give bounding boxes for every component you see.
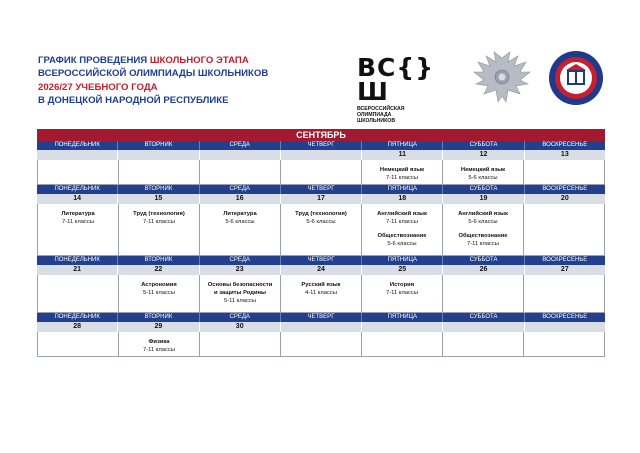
day-cell: [119, 204, 200, 256]
date-number: 30: [200, 322, 281, 332]
weekday-header-row: [37, 185, 605, 194]
day-cell: [119, 275, 200, 313]
subject-name: История: [389, 282, 415, 288]
grade-range: 5-11 классы: [143, 290, 175, 296]
subject-name: Английский язык: [458, 211, 508, 217]
subject-name: Труд (технология): [295, 211, 347, 217]
weekday-label: СУББОТА: [443, 313, 524, 322]
eagle-emblem-icon: [472, 50, 532, 106]
grade-range: 5-6 классы: [468, 175, 498, 181]
date-number: 17: [281, 194, 362, 204]
grade-range: 5-6 классы: [306, 219, 336, 225]
title-highlight: ШКОЛЬНОГО ЭТАПА: [149, 55, 249, 66]
date-number: 14: [37, 194, 118, 204]
date-number: 29: [118, 322, 199, 332]
event-cell-row: [37, 332, 605, 357]
vsosh-sub-line: ВСЕРОССИЙСКАЯ: [357, 106, 405, 112]
subject-name: Литература: [223, 211, 257, 217]
day-cell: [362, 275, 443, 313]
grade-range: 7-11 классы: [386, 219, 418, 225]
day-cell: [200, 275, 281, 313]
grade-range: 4-11 классы: [305, 290, 337, 296]
grade-range: 7-11 классы: [62, 219, 94, 225]
date-number-row: [37, 194, 605, 204]
weekday-label: ВОСКРЕСЕНЬЕ: [525, 185, 605, 194]
day-cell: [524, 160, 605, 185]
day-cell: [38, 275, 119, 313]
weekday-label: ВТОРНИК: [118, 185, 199, 194]
date-number: [118, 150, 199, 160]
day-cell: [443, 204, 524, 256]
date-number: 15: [118, 194, 199, 204]
day-cell: [362, 332, 443, 357]
day-cell: [200, 160, 281, 185]
date-number: [443, 322, 524, 332]
weekday-label: ПОНЕДЕЛЬНИК: [37, 313, 118, 322]
vsosh-logo: [357, 53, 457, 124]
weekday-label: ВТОРНИК: [118, 256, 199, 265]
weekday-label: ПЯТНИЦА: [362, 141, 443, 150]
day-cell: [524, 204, 605, 256]
date-number: 12: [443, 150, 524, 160]
weekday-header-row: [37, 313, 605, 322]
date-number: 25: [362, 265, 443, 275]
weekday-label: ВТОРНИК: [118, 313, 199, 322]
day-cell: [524, 332, 605, 357]
subject-name: Основы безопасности: [207, 282, 273, 288]
day-cell: [38, 160, 119, 185]
weekday-label: ВОСКРЕСЕНЬЕ: [525, 256, 605, 265]
date-number: 23: [200, 265, 281, 275]
date-number: 11: [362, 150, 443, 160]
day-cell: [281, 204, 362, 256]
title-line-4: В ДОНЕЦКОЙ НАРОДНОЙ РЕСПУБЛИКЕ: [38, 95, 229, 107]
day-cell: [443, 275, 524, 313]
date-number: 19: [443, 194, 524, 204]
subject-name: Литература: [61, 211, 95, 217]
weekday-label: ЧЕТВЕРГ: [281, 185, 362, 194]
day-cell: [200, 332, 281, 357]
weekday-label: СРЕДА: [200, 256, 281, 265]
date-number-row: [37, 150, 605, 160]
day-cell: [200, 204, 281, 256]
grade-range: 5-11 классы: [224, 298, 256, 304]
event-cell-row: [37, 275, 605, 313]
grade-range: 7-11 классы: [467, 241, 499, 247]
subject-name: Физика: [148, 339, 170, 345]
weekday-label: ВТОРНИК: [118, 141, 199, 150]
day-cell: [38, 204, 119, 256]
day-cell: [38, 332, 119, 357]
weekday-label: СУББОТА: [443, 185, 524, 194]
weekday-header-row: [37, 256, 605, 265]
weeks-container: [37, 141, 605, 357]
weekday-label: СУББОТА: [443, 256, 524, 265]
calendar-grid: [37, 129, 605, 357]
grade-range: 5-6 классы: [225, 219, 255, 225]
weekday-label: ПЯТНИЦА: [362, 313, 443, 322]
date-number: [281, 150, 362, 160]
date-number-row: [37, 265, 605, 275]
vsosh-logo-word: ВС{}Ш: [357, 53, 434, 106]
subject-name: Обществознание: [458, 233, 508, 239]
weekday-label: ПОНЕДЕЛЬНИК: [37, 141, 118, 150]
grade-range: 7-11 классы: [386, 290, 418, 296]
vsosh-sub-line: ШКОЛЬНИКОВ: [357, 118, 396, 124]
date-number: [37, 150, 118, 160]
date-number: 24: [281, 265, 362, 275]
weekday-label: ПОНЕДЕЛЬНИК: [37, 256, 118, 265]
weekday-label: СРЕДА: [200, 185, 281, 194]
day-cell: [443, 332, 524, 357]
date-number: 21: [37, 265, 118, 275]
date-number: 28: [37, 322, 118, 332]
grade-range: 5-6 классы: [387, 241, 417, 247]
weekday-label: ПЯТНИЦА: [362, 256, 443, 265]
event-cell-row: [37, 204, 605, 256]
day-cell: [362, 160, 443, 185]
grade-range: 5-6 классы: [468, 219, 498, 225]
date-number-row: [37, 322, 605, 332]
title-line-2: ВСЕРОССИЙСКОЙ ОЛИМПИАДЫ ШКОЛЬНИКОВ: [38, 68, 269, 80]
day-cell: [443, 160, 524, 185]
grade-range: 7-11 классы: [143, 347, 175, 353]
date-number: 18: [362, 194, 443, 204]
title-line-1: ГРАФИК ПРОВЕДЕНИЯ: [38, 55, 150, 66]
date-number: 26: [443, 265, 524, 275]
day-cell: [281, 332, 362, 357]
weekday-label: СРЕДА: [200, 313, 281, 322]
vsosh-sub-line: ОЛИМПИАДА: [357, 112, 392, 118]
date-number: 20: [525, 194, 605, 204]
weekday-label: ЧЕТВЕРГ: [281, 141, 362, 150]
date-number: 16: [200, 194, 281, 204]
weekday-label: ПОНЕДЕЛЬНИК: [37, 185, 118, 194]
title-line-3: 2026/27 УЧЕБНОГО ГОДА: [38, 81, 158, 93]
weekday-label: ПЯТНИЦА: [362, 185, 443, 194]
grade-range: 7-11 классы: [143, 219, 175, 225]
subject-name: Русский язык: [301, 282, 341, 288]
weekday-label: ЧЕТВЕРГ: [281, 256, 362, 265]
month-header: СЕНТЯБРЬ: [37, 129, 605, 141]
day-cell: [524, 275, 605, 313]
subject-name: Обществознание: [377, 233, 427, 239]
weekday-label: СРЕДА: [200, 141, 281, 150]
page-title: [38, 54, 268, 108]
subject-name: Английский язык: [377, 211, 427, 217]
weekday-header-row: [37, 141, 605, 150]
date-number: [200, 150, 281, 160]
grade-range: 7-11 классы: [386, 175, 418, 181]
weekday-label: ВОСКРЕСЕНЬЕ: [525, 313, 605, 322]
subject-name-cont: и защиты Родины: [214, 290, 266, 296]
school-emblem-icon: [548, 50, 604, 106]
day-cell: [281, 160, 362, 185]
weekday-label: ЧЕТВЕРГ: [281, 313, 362, 322]
date-number: [281, 322, 362, 332]
subject-name: Труд (технология): [133, 211, 185, 217]
date-number: [362, 322, 443, 332]
event-cell-row: [37, 160, 605, 185]
day-cell: [119, 160, 200, 185]
date-number: 27: [525, 265, 605, 275]
date-number: [525, 322, 605, 332]
day-cell: [281, 275, 362, 313]
date-number: 13: [525, 150, 605, 160]
subject-name: Астрономия: [141, 282, 177, 288]
weekday-label: СУББОТА: [443, 141, 524, 150]
weekday-label: ВОСКРЕСЕНЬЕ: [525, 141, 605, 150]
subject-name: Немецкий язык: [379, 167, 425, 173]
vsosh-logo-subtitle: [357, 106, 457, 124]
date-number: 22: [118, 265, 199, 275]
day-cell: [119, 332, 200, 357]
day-cell: [362, 204, 443, 256]
subject-name: Немецкий язык: [460, 167, 506, 173]
